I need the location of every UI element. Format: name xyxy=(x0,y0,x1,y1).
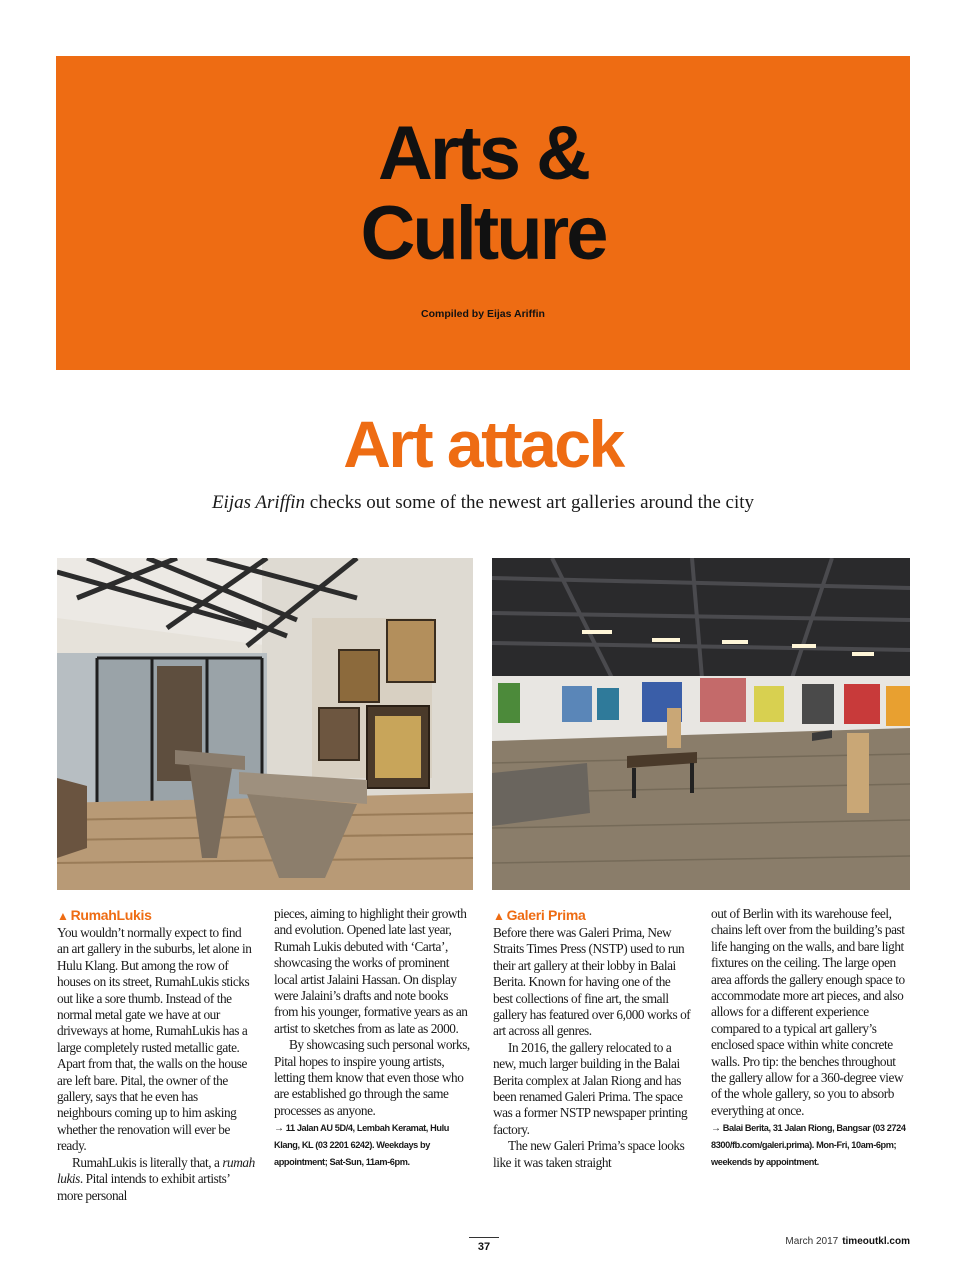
compiled-by: Compiled by Eijas Ariffin xyxy=(421,308,545,320)
venue-heading-galeri-prima xyxy=(493,906,691,925)
website-link[interactable]: timeoutkl.com xyxy=(842,1236,910,1247)
rumahlukis-paragraph-2 xyxy=(57,1155,255,1204)
galeri-prima-column-1 xyxy=(493,906,691,1171)
galeri-prima-info-text: Balai Berita, 31 Jalan Riong, Bangsar (03 2724 8300/fb.com/galeri.prima). Mon-Fri, 10am-6pm; weekends by appointment. xyxy=(711,1123,906,1168)
galeri-prima-paragraph-3-continued: out of Berlin with its warehouse feel, chains left over from the building’s past life hanging on the walls, and bare light fixtures on the ceiling. The large open area affords the gallery enough space to accommodate more art pieces, and also allows for a different experience compared to a typical art gallery’s enclosed space within white concrete walls. Pro tip: the benches throughout the gallery allow for a 360-degree view of the whole gallery, so you to absorb everything at once. xyxy=(711,906,905,1118)
rumahlukis-p2-part1: . Pital intends to exhibit artists’ more personal xyxy=(57,1171,230,1203)
rumahlukis-column-2 xyxy=(274,906,472,1171)
rumahlukis-photo xyxy=(57,558,473,890)
section-title-line2: Culture xyxy=(360,191,606,276)
article-standfirst xyxy=(0,489,966,517)
issue-date: March 2017 xyxy=(785,1236,839,1247)
galeri-prima-paragraph-2: In 2016, the gallery relocated to a new, much larger building in the Balai Berita complex at Jalan Riong and has been renamed Galeri Prima. The space was a former NSTP newspaper printing factory. xyxy=(493,1039,688,1137)
rumahlukis-info xyxy=(274,1120,472,1171)
galeri-prima-column-2 xyxy=(711,906,909,1171)
galeri-prima-photo xyxy=(492,558,910,890)
rumahlukis-paragraph-1: You wouldn’t normally expect to find an art gallery in the suburbs, let alone in Hulu Klang. But among the row of houses on its street, RumahLukis sticks out like a sore thumb. Instead of the normal metal gate we have at our driveways at home, RumahLukis has a large completely rusted metallic gate. Apart from that, the walls on the house are left bare. Pital, the owner of the gallery, says that he even has neighbours coming up to him asking whether the renovation will ever be ready. xyxy=(57,925,252,1154)
rumahlukis-info-text: 11 Jalan AU 5D/4, Lembah Keramat, Hulu Klang, KL (03 2201 6242). Weekdays by appointment; Sat-Sun, 11am-6pm. xyxy=(274,1123,449,1168)
section-banner xyxy=(56,56,910,370)
rumahlukis-p2-continued: pieces, aiming to highlight their growth and evolution. Opened late last year, Rumah Lukis debuted with ‘Carta’, showcasing the works of prominent local artist Jalaini Hassan. On display were Jalaini’s drafts and note books from his younger, formative years as an artist to sketches from as late as 2000. xyxy=(274,906,468,1036)
triangle-icon: ▲ xyxy=(493,909,505,923)
venue-name: Galeri Prima xyxy=(506,907,586,923)
rumahlukis-p2-start: RumahLukis is literally that, a xyxy=(72,1154,223,1170)
venue-heading-rumahlukis xyxy=(57,906,255,925)
rumahlukis-paragraph-3: By showcasing such personal works, Pital hopes to inspire young artists, letting them know that even those who are established go through the same processes as anyone. xyxy=(274,1037,470,1118)
rumahlukis-p2-italic: rumah lukis xyxy=(57,1154,255,1187)
arrow-right-icon: → xyxy=(711,1123,721,1135)
standfirst-author: Eijas Ariffin xyxy=(211,492,306,513)
venue-name: RumahLukis xyxy=(70,907,152,923)
rumahlukis-column-1 xyxy=(57,906,255,1204)
page-number: 37 xyxy=(469,1237,499,1253)
page-footer xyxy=(785,1236,910,1247)
standfirst-text: checks out some of the newest art galleries around the city xyxy=(305,492,755,513)
galeri-prima-info xyxy=(711,1120,909,1171)
arrow-right-icon: → xyxy=(274,1123,284,1135)
galeri-prima-paragraph-1: Before there was Galeri Prima, New Straits Times Press (NSTP) used to run their art gallery at their lobby in Balai Berita. Known for having one of the best collections of fine art, the small gallery has featured over 6,000 works of art across all genres. xyxy=(493,925,691,1039)
galeri-prima-paragraph-3-start: The new Galeri Prima’s space looks like it was taken straight xyxy=(493,1138,685,1170)
section-title xyxy=(56,111,910,276)
section-title-line1: Arts & xyxy=(377,111,589,196)
triangle-icon: ▲ xyxy=(57,909,69,923)
article-headline: Art attack xyxy=(343,407,623,481)
